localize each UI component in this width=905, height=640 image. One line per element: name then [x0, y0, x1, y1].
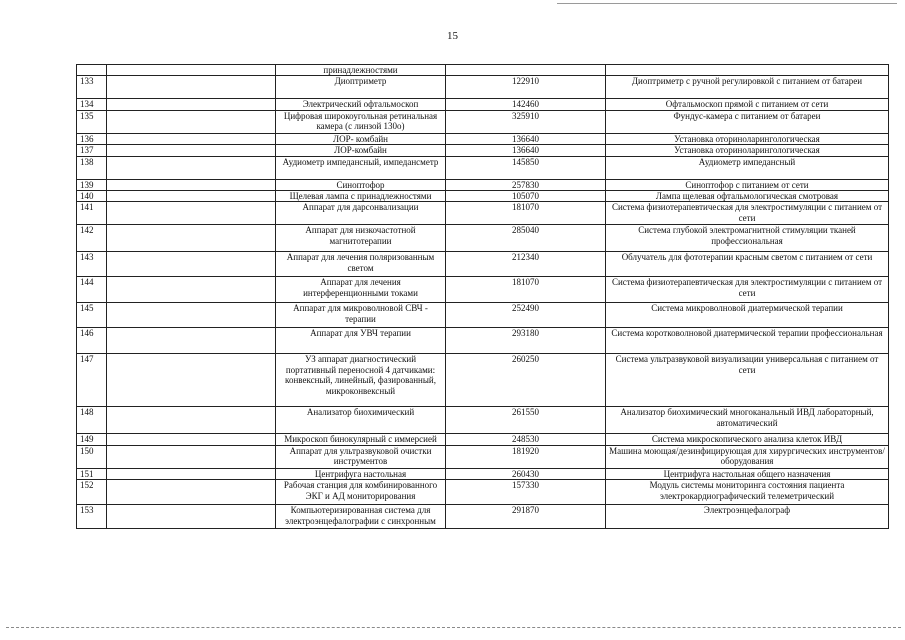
blank-cell — [107, 225, 276, 252]
row-number — [77, 65, 107, 76]
equipment-type: Аудиометр импедансный — [606, 156, 889, 179]
equipment-table-body — [77, 65, 889, 529]
blank-cell — [107, 434, 276, 445]
row-number: 140 — [77, 191, 107, 202]
blank-cell — [107, 133, 276, 144]
equipment-type: Установка оториноларингологическая — [606, 145, 889, 156]
top-scan-rule — [557, 3, 897, 4]
row-number: 150 — [77, 445, 107, 468]
equipment-type: Фундус-камера с питанием от батареи — [606, 110, 889, 133]
blank-cell — [107, 65, 276, 76]
row-number: 144 — [77, 277, 107, 303]
table-row — [77, 145, 889, 156]
table-row — [77, 156, 889, 179]
equipment-code: 181070 — [446, 202, 606, 225]
equipment-name: Цифровая широкоугольная ретинальная камера (с линзой 130о) — [276, 110, 446, 133]
equipment-code: 145850 — [446, 156, 606, 179]
equipment-type: Машина моющая/дезинфицирующая для хирургических инструментов/оборудования — [606, 445, 889, 468]
equipment-type: Система глубокой электромагнитной стимуляции тканей профессиональная — [606, 225, 889, 252]
table-row — [77, 110, 889, 133]
table-row — [77, 252, 889, 277]
equipment-type: Центрифуга настольная общего назначения — [606, 468, 889, 479]
equipment-type: Облучатель для фототерапии красным светом с питанием от сети — [606, 252, 889, 277]
blank-cell — [107, 468, 276, 479]
blank-cell — [107, 277, 276, 303]
equipment-name: Щелевая лампа с принадлежностями — [276, 191, 446, 202]
equipment-type: Анализатор биохимический многоканальный ИВД лабораторный, автоматический — [606, 407, 889, 434]
equipment-name: ЛОР- комбайн — [276, 133, 446, 144]
table-row — [77, 354, 889, 407]
table-row — [77, 202, 889, 225]
equipment-code: 325910 — [446, 110, 606, 133]
row-number: 142 — [77, 225, 107, 252]
row-number: 147 — [77, 354, 107, 407]
equipment-name: Электрический офтальмоскоп — [276, 99, 446, 110]
blank-cell — [107, 328, 276, 354]
table-row — [77, 133, 889, 144]
equipment-name: Аппарат для лечения интерференционными токами — [276, 277, 446, 303]
blank-cell — [107, 480, 276, 505]
table-row — [77, 434, 889, 445]
equipment-name: ЛОР-комбайн — [276, 145, 446, 156]
equipment-name: Рабочая станция для комбинированного ЭКГ и АД мониторирования — [276, 480, 446, 505]
equipment-name: Аппарат для лечения поляризованным светом — [276, 252, 446, 277]
blank-cell — [107, 202, 276, 225]
table-row — [77, 445, 889, 468]
equipment-code: 136640 — [446, 145, 606, 156]
equipment-type: Система микроволновой диатермической терапии — [606, 303, 889, 328]
equipment-type: Система коротковолновой диатермической терапии профессиональная — [606, 328, 889, 354]
equipment-name: Микроскоп бинокулярный с иммерсией — [276, 434, 446, 445]
table-row — [77, 225, 889, 252]
equipment-name: УЗ аппарат диагностический портативный переносной 4 датчиками: конвексный, линейный, фазированный, микроконвексный — [276, 354, 446, 407]
equipment-type: Система микроскопического анализа клеток ИВД — [606, 434, 889, 445]
table-row — [77, 407, 889, 434]
equipment-code: 157330 — [446, 480, 606, 505]
row-number: 135 — [77, 110, 107, 133]
equipment-name: Аудиометр импедансный, импедансметр — [276, 156, 446, 179]
equipment-type: Система физиотерапевтическая для электростимуляции с питанием от сети — [606, 202, 889, 225]
table-row — [77, 277, 889, 303]
equipment-code: 136640 — [446, 133, 606, 144]
equipment-code: 252490 — [446, 303, 606, 328]
blank-cell — [107, 354, 276, 407]
table-row — [77, 468, 889, 479]
equipment-code: 261550 — [446, 407, 606, 434]
equipment-name: Синоптофор — [276, 179, 446, 190]
blank-cell — [107, 303, 276, 328]
blank-cell — [107, 110, 276, 133]
equipment-type: Лампа щелевая офтальмологическая смотровая — [606, 191, 889, 202]
equipment-code: 285040 — [446, 225, 606, 252]
equipment-code: 260250 — [446, 354, 606, 407]
row-number: 146 — [77, 328, 107, 354]
row-number: 136 — [77, 133, 107, 144]
row-number: 133 — [77, 76, 107, 99]
row-number: 143 — [77, 252, 107, 277]
table-row — [77, 480, 889, 505]
row-number: 149 — [77, 434, 107, 445]
equipment-code — [446, 65, 606, 76]
row-number: 145 — [77, 303, 107, 328]
equipment-type: Диоптриметр с ручной регулировкой с питанием от батареи — [606, 76, 889, 99]
equipment-name: Аппарат для дарсонвализации — [276, 202, 446, 225]
equipment-type: Офтальмоскоп прямой с питанием от сети — [606, 99, 889, 110]
table-row — [77, 505, 889, 529]
equipment-code: 212340 — [446, 252, 606, 277]
equipment-name: Аппарат для ультразвуковой очистки инструментов — [276, 445, 446, 468]
equipment-type: Электроэнцефалограф — [606, 505, 889, 529]
blank-cell — [107, 191, 276, 202]
equipment-name: Центрифуга настольная — [276, 468, 446, 479]
equipment-code: 260430 — [446, 468, 606, 479]
row-number: 139 — [77, 179, 107, 190]
table-row — [77, 99, 889, 110]
row-number: 134 — [77, 99, 107, 110]
blank-cell — [107, 145, 276, 156]
equipment-code: 257830 — [446, 179, 606, 190]
row-number: 137 — [77, 145, 107, 156]
table-row — [77, 76, 889, 99]
table-row — [77, 328, 889, 354]
row-number: 148 — [77, 407, 107, 434]
blank-cell — [107, 445, 276, 468]
equipment-type: Синоптофор с питанием от сети — [606, 179, 889, 190]
blank-cell — [107, 76, 276, 99]
equipment-name: принадлежностями — [276, 65, 446, 76]
equipment-name: Анализатор биохимический — [276, 407, 446, 434]
row-number: 138 — [77, 156, 107, 179]
table-row — [77, 303, 889, 328]
page-number: 15 — [447, 30, 458, 42]
table-row — [77, 65, 889, 76]
blank-cell — [107, 252, 276, 277]
blank-cell — [107, 156, 276, 179]
equipment-name: Диоптриметр — [276, 76, 446, 99]
row-number: 141 — [77, 202, 107, 225]
table-row — [77, 191, 889, 202]
blank-cell — [107, 407, 276, 434]
equipment-type: Система физиотерапевтическая для электростимуляции с питанием от сети — [606, 277, 889, 303]
equipment-type: Модуль системы мониторинга состояния пациента электрокардиографический телеметрический — [606, 480, 889, 505]
equipment-code: 291870 — [446, 505, 606, 529]
equipment-code: 142460 — [446, 99, 606, 110]
equipment-code: 181070 — [446, 277, 606, 303]
equipment-type: Система ультразвуковой визуализации универсальная с питанием от сети — [606, 354, 889, 407]
equipment-name: Компьютеризированная система для электроэнцефалографии с синхронным — [276, 505, 446, 529]
equipment-code: 248530 — [446, 434, 606, 445]
equipment-code: 122910 — [446, 76, 606, 99]
equipment-code: 293180 — [446, 328, 606, 354]
equipment-name: Аппарат для низкочастотной магнитотерапии — [276, 225, 446, 252]
equipment-name: Аппарат для микроволновой СВЧ - терапии — [276, 303, 446, 328]
blank-cell — [107, 505, 276, 529]
bottom-scan-rule — [6, 627, 901, 628]
table-row — [77, 179, 889, 190]
equipment-type: Установка оториноларингологическая — [606, 133, 889, 144]
equipment-table — [76, 64, 889, 529]
equipment-name: Аппарат для УВЧ терапии — [276, 328, 446, 354]
equipment-code: 105070 — [446, 191, 606, 202]
row-number: 152 — [77, 480, 107, 505]
blank-cell — [107, 179, 276, 190]
row-number: 151 — [77, 468, 107, 479]
blank-cell — [107, 99, 276, 110]
equipment-code: 181920 — [446, 445, 606, 468]
row-number: 153 — [77, 505, 107, 529]
equipment-type — [606, 65, 889, 76]
